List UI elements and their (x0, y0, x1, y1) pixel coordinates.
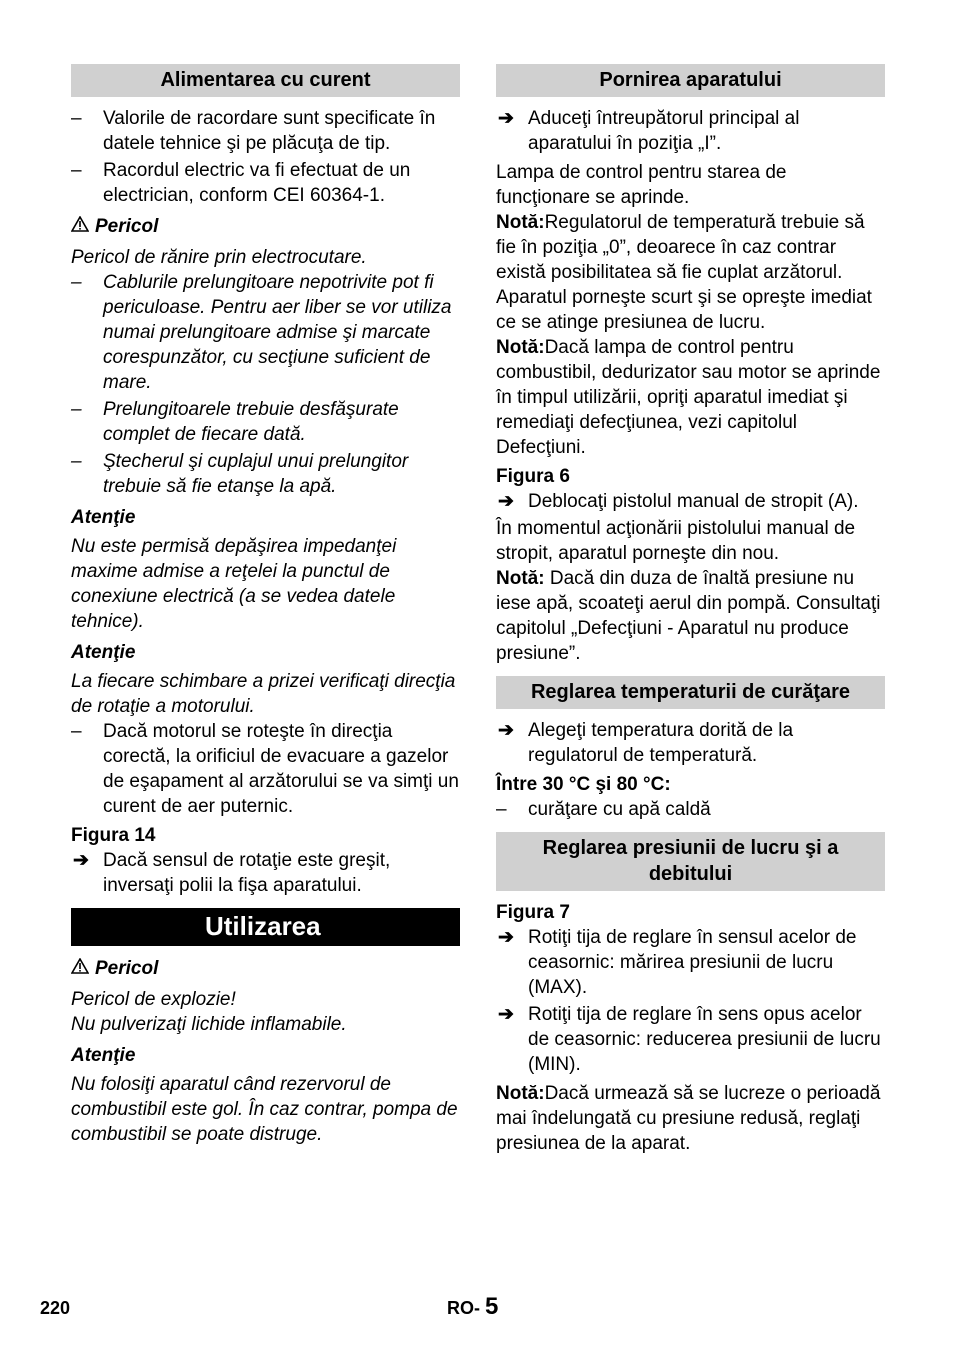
danger-text: Pericol de rănire prin electrocutare. (71, 247, 367, 268)
page-number: 220 (40, 1298, 71, 1318)
dash-marker: – (71, 451, 82, 472)
right-column (496, 64, 885, 1156)
arrow-right-icon: ➔ (498, 491, 514, 512)
note: Notă: Dacă din duza de înaltă presiune nu iese apă, scoateţi aerul din pompă. Consultaţi capitolul „Defecţiuni - Aparatul nu produce presiune”. (496, 568, 881, 664)
usage-heading: Utilizarea (71, 908, 460, 946)
danger-title: Pericol (71, 214, 460, 239)
arrow-right-icon: ➔ (73, 850, 89, 871)
list-item: – Dacă motorul se roteşte în direcţia corectă, la orificiul de evacuare a gazelor de eşapament al arzătorului se va simţi un curent de aer puternic. (71, 721, 459, 817)
dash-marker: – (71, 108, 82, 129)
temperature-range-label: Între 30 °C şi 80 °C: (496, 774, 671, 795)
attention-text: Nu este permisă depăşirea impedanţei maxime admise a reţelei la punctul de conexiune electrică (a se vedea datele tehnice). (71, 536, 397, 632)
note: Notă:Regulatorul de temperatură trebuie să fie în poziţia „0”, deoarece în caz contrar există posibilitatea să fie cuplat arzătorul. (496, 212, 865, 283)
arrow-right-icon: ➔ (498, 1004, 514, 1025)
list-item: – Valorile de racordare sunt specificate în datele tehnice şi pe plăcuţa de tip. (71, 108, 436, 154)
step-item: ➔ Aduceţi întreupătorul principal al aparatului în poziţia „I”. (498, 108, 800, 154)
step-item: ➔ Dacă sensul de rotaţie este greşit, inversaţi polii la fişa aparatului. (73, 850, 391, 896)
list-item: – Racordul electric va fi efectuat de un electrician, conform CEI 60364-1. (71, 160, 411, 206)
dash-marker: – (71, 272, 82, 293)
attention-title: Atenţie (71, 1045, 136, 1066)
startup-heading: Pornirea aparatului (496, 64, 885, 97)
attention-text: Nu folosiţi aparatul când rezervorul de combustibil este gol. În caz contrar, pompa de combustibil se poate distruge. (71, 1074, 458, 1145)
body-text: În momentul acţionării pistolului manual de stropit, aparatul porneşte din nou. (496, 518, 856, 564)
figure-label: Figura 6 (496, 466, 570, 487)
dash-marker: – (71, 160, 82, 181)
body-text: Lampa de control pentru starea de funcţionare se aprinde. (496, 162, 787, 208)
attention-text: La fiecare schimbare a prizei verificaţi direcţia de rotaţie a motorului. (71, 671, 456, 717)
step-item: ➔ Rotiţi tija de reglare în sensul acelor de ceasornic: mărirea presiunii de lucru (MAX). (498, 927, 857, 998)
step-item: ➔ Alegeţi temperatura dorită de la regulatorul de temperatură. (498, 720, 794, 766)
warning-triangle-icon (71, 214, 89, 239)
body-text: Aparatul porneşte scurt şi se opreşte imediat ce se atinge presiunea de lucru. (496, 287, 872, 333)
list-item: – Cablurile prelungitoare nepotrivite pot fi periculoase. Pentru aer liber se vor utiliza numai prelungitoare admise şi marcate corespunzător, cu secţiune suficient de mare. (71, 272, 452, 393)
step-item: ➔ Rotiţi tija de reglare în sens opus acelor de ceasornic: reducerea presiunii de lucru (MIN). (498, 1004, 881, 1075)
left-column (71, 64, 460, 1147)
arrow-right-icon: ➔ (498, 108, 514, 129)
danger-text: Nu pulverizaţi lichide inflamabile. (71, 1014, 347, 1035)
list-item: – Ştecherul şi cuplajul unui prelungitor trebuie să fie etanşe la apă. (71, 451, 409, 497)
danger-text: Pericol de explozie! (71, 989, 236, 1010)
warning-triangle-icon (71, 956, 89, 981)
pressure-heading: Reglarea presiunii de lucru şi a debitului (496, 832, 885, 891)
figure-label: Figura 14 (71, 825, 156, 846)
arrow-right-icon: ➔ (498, 927, 514, 948)
dash-marker: – (71, 399, 82, 420)
figure-label: Figura 7 (496, 902, 570, 923)
dash-marker: – (71, 721, 82, 742)
attention-title: Atenţie (71, 507, 136, 528)
arrow-right-icon: ➔ (498, 720, 514, 741)
list-item: – Prelungitoarele trebuie desfăşurate complet de fiecare dată. (71, 399, 399, 445)
list-item: – curăţare cu apă caldă (496, 799, 711, 820)
dash-marker: – (496, 799, 507, 820)
power-supply-heading: Alimentarea cu curent (71, 64, 460, 97)
danger-title: Pericol (71, 956, 460, 981)
note: Notă:Dacă urmează să se lucreze o perioadă mai îndelungată cu presiune redusă, reglaţi presiunea de la aparat. (496, 1083, 881, 1154)
language-page-label: RO- 5 (447, 1293, 499, 1320)
temperature-heading: Reglarea temperaturii de curăţare (496, 676, 885, 709)
attention-title: Atenţie (71, 642, 136, 663)
note: Notă:Dacă lampa de control pentru combustibil, dedurizator sau motor se aprinde în timpul utilizării, opriţi aparatul imediat şi remediaţi defecţiunea, vezi capitolul Defecţiuni. (496, 337, 881, 458)
step-item: ➔ Deblocaţi pistolul manual de stropit (A). (498, 491, 859, 512)
